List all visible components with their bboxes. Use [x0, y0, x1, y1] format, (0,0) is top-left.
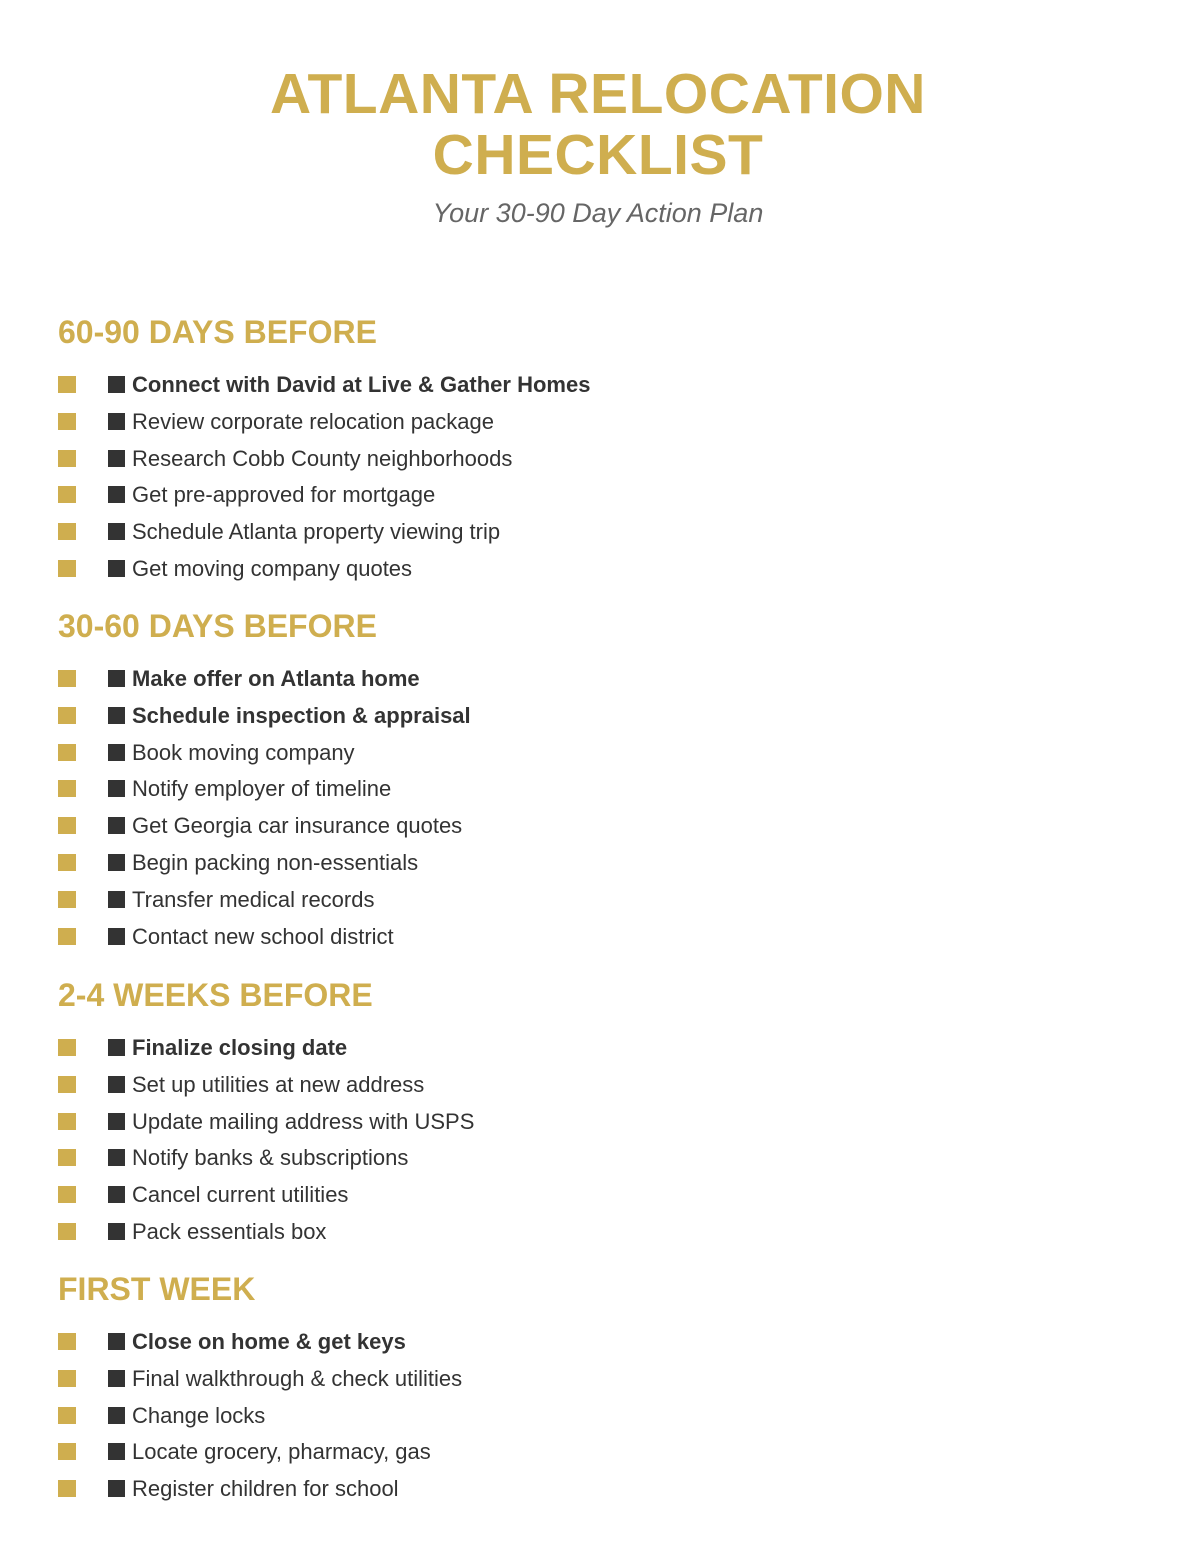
checklist-item: [58, 882, 1158, 919]
gold-bullet-icon: [58, 928, 76, 945]
item-text: [108, 771, 391, 807]
gold-bullet-icon: [58, 891, 76, 908]
checklist-item: [58, 735, 1158, 772]
checkbox-square-icon: [108, 1370, 125, 1387]
gold-bullet-icon: [58, 1370, 76, 1387]
section-heading: 2-4 WEEKS BEFORE: [58, 977, 373, 1013]
item-text: [108, 551, 412, 587]
checklist-item: [58, 514, 1158, 551]
checkbox-square-icon: [108, 450, 125, 467]
checkbox-square-icon: [108, 1039, 125, 1056]
item-text: [108, 1030, 347, 1066]
item-label: Get pre-approved for mortgage: [132, 482, 436, 508]
gold-bullet-icon: [58, 1223, 76, 1240]
item-text: [108, 514, 500, 550]
gold-bullet-icon: [58, 707, 76, 724]
item-label: Pack essentials box: [132, 1218, 327, 1244]
checkbox-square-icon: [108, 1186, 125, 1203]
checkbox-square-icon: [108, 817, 125, 834]
gold-bullet-icon: [58, 1480, 76, 1497]
checklist-item: [58, 1434, 1158, 1471]
checklist-item: [58, 845, 1158, 882]
item-label: Register children for school: [132, 1476, 399, 1502]
item-text: [108, 441, 512, 477]
item-label: Begin packing non-essentials: [132, 849, 419, 875]
checklist-item: [58, 1471, 1158, 1508]
gold-bullet-icon: [58, 376, 76, 393]
gold-bullet-icon: [58, 817, 76, 834]
item-label: Cancel current utilities: [132, 1182, 349, 1208]
item-text: [108, 367, 590, 403]
checklist-item: [58, 1361, 1158, 1398]
item-text: [108, 1140, 408, 1176]
item-label: Make offer on Atlanta home: [132, 666, 420, 691]
checklist-item: [58, 1030, 1158, 1067]
item-label: Finalize closing date: [132, 1035, 348, 1060]
checkbox-square-icon: [108, 854, 125, 871]
gold-bullet-icon: [58, 450, 76, 467]
checklist-item: [58, 404, 1158, 441]
checkbox-square-icon: [108, 1443, 125, 1460]
checkbox-square-icon: [108, 523, 125, 540]
checkbox-square-icon: [108, 1113, 125, 1130]
item-text: [108, 1434, 431, 1470]
item-label: Set up utilities at new address: [132, 1071, 425, 1097]
checklist-items: [58, 661, 1158, 955]
checkbox-square-icon: [108, 376, 125, 393]
item-label: Get Georgia car insurance quotes: [132, 813, 463, 839]
item-text: [108, 808, 462, 844]
gold-bullet-icon: [58, 523, 76, 540]
checklist-item: [58, 367, 1158, 404]
item-text: [108, 477, 435, 513]
item-text: [108, 661, 420, 697]
checklist-items: [58, 1030, 1158, 1251]
checkbox-square-icon: [108, 1407, 125, 1424]
checklist-item: [58, 551, 1158, 588]
item-label: Review corporate relocation package: [132, 408, 494, 434]
gold-bullet-icon: [58, 1407, 76, 1424]
section-0: [58, 314, 1158, 588]
gold-bullet-icon: [58, 1186, 76, 1203]
item-label: Notify banks & subscriptions: [132, 1145, 409, 1171]
checklist-items: [58, 1324, 1158, 1508]
checklist-item: [58, 441, 1158, 478]
section-1: [58, 608, 1158, 955]
gold-bullet-icon: [58, 744, 76, 761]
item-text: [108, 882, 374, 918]
gold-bullet-icon: [58, 560, 76, 577]
section-heading: FIRST WEEK: [58, 1271, 256, 1307]
item-label: Contact new school district: [132, 923, 394, 949]
item-text: [108, 1471, 399, 1507]
item-text: [108, 1177, 348, 1213]
checklist-item: [58, 771, 1158, 808]
section-heading: 30-60 DAYS BEFORE: [58, 608, 377, 644]
checklist-item: [58, 1177, 1158, 1214]
checklist-item: [58, 1067, 1158, 1104]
gold-bullet-icon: [58, 413, 76, 430]
checkbox-square-icon: [108, 780, 125, 797]
checklist-item: [58, 661, 1158, 698]
item-text: [108, 845, 418, 881]
checklist-item: [58, 1398, 1158, 1435]
gold-bullet-icon: [58, 486, 76, 503]
checklist-item: [58, 1104, 1158, 1141]
gold-bullet-icon: [58, 1443, 76, 1460]
checkbox-square-icon: [108, 928, 125, 945]
item-text: [108, 698, 471, 734]
item-label: Connect with David at Live & Gather Homes: [132, 372, 591, 397]
item-text: [108, 735, 355, 771]
gold-bullet-icon: [58, 780, 76, 797]
checkbox-square-icon: [108, 707, 125, 724]
page-title: [0, 64, 1186, 186]
item-label: Close on home & get keys: [132, 1329, 406, 1354]
item-text: [108, 404, 494, 440]
checkbox-square-icon: [108, 413, 125, 430]
checklist-item: [58, 808, 1158, 845]
item-label: Transfer medical records: [132, 886, 375, 912]
gold-bullet-icon: [58, 1039, 76, 1056]
checklist-item: [58, 919, 1158, 956]
item-label: Final walkthrough & check utilities: [132, 1365, 463, 1391]
checkbox-square-icon: [108, 670, 125, 687]
checklist-item: [58, 698, 1158, 735]
title-line-2: CHECKLIST: [432, 123, 764, 187]
item-text: [108, 1214, 326, 1250]
item-text: [108, 1398, 265, 1434]
section-2: [58, 977, 1158, 1251]
checkbox-square-icon: [108, 1480, 125, 1497]
gold-bullet-icon: [58, 1113, 76, 1130]
item-label: Change locks: [132, 1402, 266, 1428]
checklist-items: [58, 367, 1158, 588]
checkbox-square-icon: [108, 1333, 125, 1350]
gold-bullet-icon: [58, 1149, 76, 1166]
gold-bullet-icon: [58, 1333, 76, 1350]
checkbox-square-icon: [108, 560, 125, 577]
item-label: Locate grocery, pharmacy, gas: [132, 1439, 431, 1465]
checkbox-square-icon: [108, 891, 125, 908]
item-text: [108, 1324, 406, 1360]
item-text: [108, 1067, 424, 1103]
checkbox-square-icon: [108, 1223, 125, 1240]
checkbox-square-icon: [108, 486, 125, 503]
checklist-item: [58, 1214, 1158, 1251]
page-subtitle: Your 30-90 Day Action Plan: [432, 198, 764, 228]
gold-bullet-icon: [58, 1076, 76, 1093]
checklist-item: [58, 1324, 1158, 1361]
gold-bullet-icon: [58, 854, 76, 871]
section-heading: 60-90 DAYS BEFORE: [58, 314, 377, 350]
item-label: Update mailing address with USPS: [132, 1108, 475, 1134]
section-3: [58, 1271, 1158, 1508]
item-label: Book moving company: [132, 739, 355, 765]
item-label: Schedule inspection & appraisal: [132, 702, 471, 728]
title-line-1: ATLANTA RELOCATION: [270, 62, 926, 126]
checkbox-square-icon: [108, 1076, 125, 1093]
gold-bullet-icon: [58, 670, 76, 687]
item-text: [108, 1361, 462, 1397]
checklist-item: [58, 477, 1158, 514]
item-text: [108, 1104, 474, 1140]
item-label: Schedule Atlanta property viewing trip: [132, 519, 501, 545]
checklist-item: [58, 1140, 1158, 1177]
checkbox-square-icon: [108, 1149, 125, 1166]
checkbox-square-icon: [108, 744, 125, 761]
item-label: Notify employer of timeline: [132, 776, 392, 802]
item-label: Get moving company quotes: [132, 555, 413, 581]
item-text: [108, 919, 394, 955]
item-label: Research Cobb County neighborhoods: [132, 445, 513, 471]
